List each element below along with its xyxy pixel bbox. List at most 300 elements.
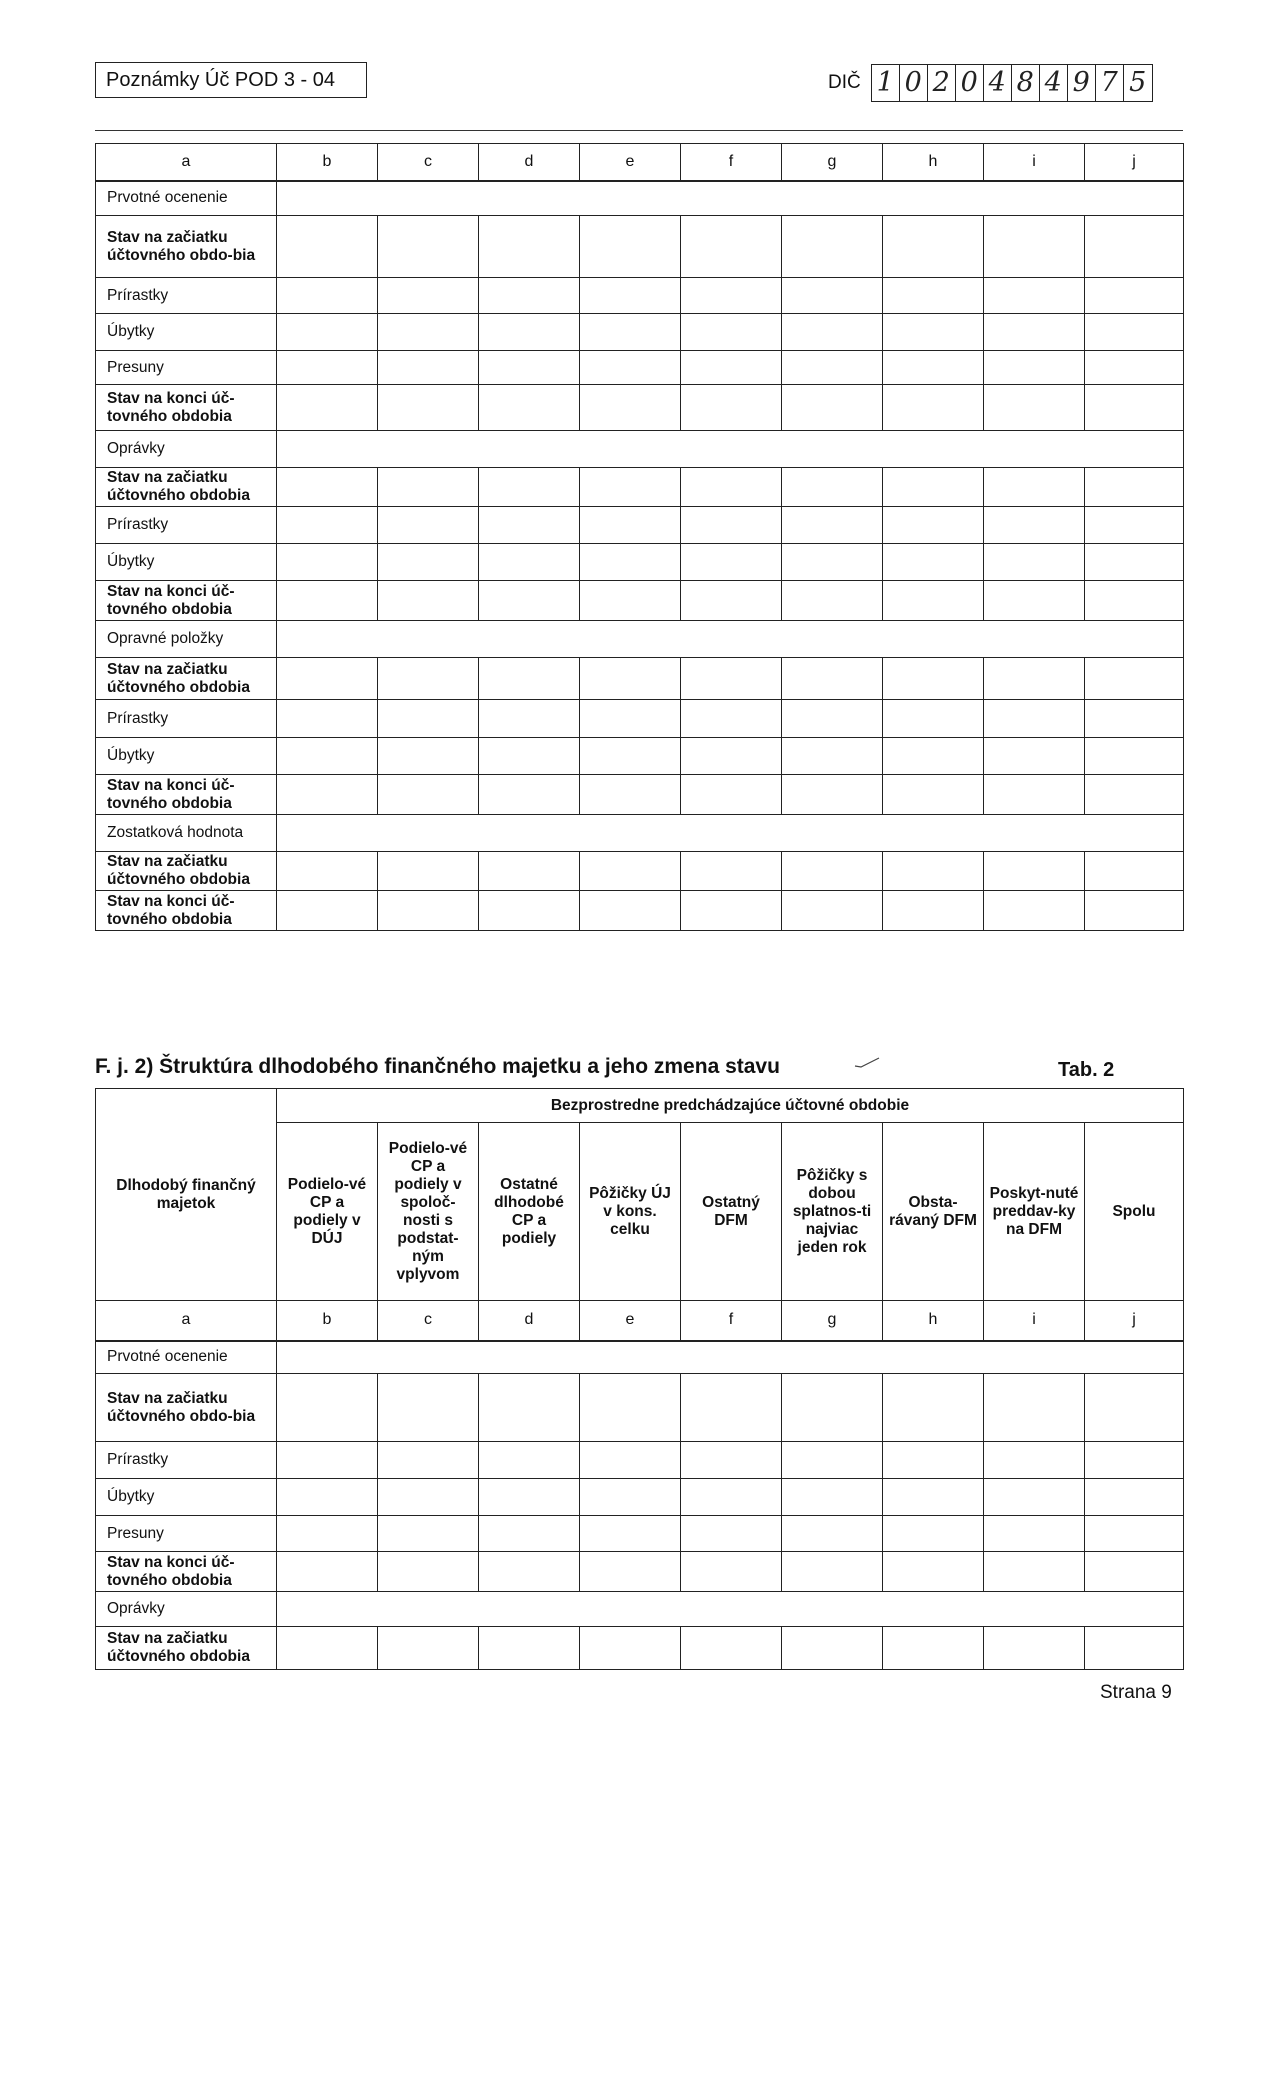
value-cell[interactable] — [681, 278, 782, 314]
value-cell[interactable] — [580, 1516, 681, 1552]
value-cell[interactable] — [681, 738, 782, 775]
pencil-checkmark — [853, 1056, 881, 1070]
value-cell[interactable] — [883, 852, 984, 891]
value-cell[interactable] — [782, 852, 883, 891]
row-label: Stav na začiatku účtovného obdobia — [96, 1627, 277, 1670]
value-cell[interactable] — [984, 1374, 1085, 1442]
value-cell[interactable] — [883, 1552, 984, 1592]
value-cell[interactable] — [479, 581, 580, 621]
column-code: f — [681, 144, 782, 181]
tax-id-digit: 9 — [1068, 65, 1096, 101]
value-cell[interactable] — [378, 1627, 479, 1670]
value-cell[interactable] — [580, 385, 681, 431]
value-cell[interactable] — [378, 700, 479, 738]
value-cell[interactable] — [984, 544, 1085, 581]
row-label: Stav na začiatku účtovného obdobia — [96, 658, 277, 700]
row-label: Zostatková hodnota — [96, 815, 277, 852]
section-span-cell — [277, 1592, 1184, 1627]
value-cell[interactable] — [681, 468, 782, 507]
row-label: Oprávky — [96, 431, 277, 468]
value-cell[interactable] — [277, 507, 378, 544]
value-cell[interactable] — [1085, 700, 1184, 738]
value-cell[interactable] — [479, 468, 580, 507]
row-label: Stav na konci úč-tovného obdobia — [96, 775, 277, 815]
column-header: Podielo-vé CP a podiely v spoloč-nosti s podstat-ným vplyvom — [378, 1123, 479, 1301]
value-cell[interactable] — [479, 738, 580, 775]
column-code: e — [580, 144, 681, 181]
value-cell[interactable] — [580, 700, 681, 738]
value-cell[interactable] — [378, 775, 479, 815]
value-cell[interactable] — [378, 351, 479, 385]
value-cell[interactable] — [883, 1627, 984, 1670]
section-span-cell — [277, 815, 1184, 852]
column-code: b — [277, 144, 378, 181]
value-cell[interactable] — [681, 852, 782, 891]
value-cell[interactable] — [782, 385, 883, 431]
value-cell[interactable] — [580, 658, 681, 700]
value-cell[interactable] — [580, 216, 681, 278]
value-cell[interactable] — [1085, 351, 1184, 385]
value-cell[interactable] — [277, 738, 378, 775]
table-row — [96, 1516, 1184, 1552]
value-cell[interactable] — [580, 1374, 681, 1442]
value-cell[interactable] — [883, 1516, 984, 1552]
table-row — [96, 544, 1184, 581]
value-cell[interactable] — [580, 738, 681, 775]
column-code: c — [378, 144, 479, 181]
value-cell[interactable] — [1085, 1479, 1184, 1516]
value-cell[interactable] — [378, 544, 479, 581]
page-number: Strana 9 — [1100, 1682, 1172, 1703]
column-code: i — [984, 1301, 1085, 1341]
value-cell[interactable] — [479, 544, 580, 581]
table-2 — [95, 1088, 1184, 1670]
value-cell[interactable] — [782, 700, 883, 738]
row-label: Presuny — [96, 351, 277, 385]
value-cell[interactable] — [479, 700, 580, 738]
value-cell[interactable] — [479, 1627, 580, 1670]
table-row — [96, 1374, 1184, 1442]
value-cell[interactable] — [681, 1442, 782, 1479]
value-cell[interactable] — [277, 351, 378, 385]
section-span-cell — [277, 621, 1184, 658]
value-cell[interactable] — [782, 1516, 883, 1552]
value-cell[interactable] — [1085, 1374, 1184, 1442]
value-cell[interactable] — [378, 278, 479, 314]
table-row — [96, 1552, 1184, 1592]
value-cell[interactable] — [378, 738, 479, 775]
value-cell[interactable] — [277, 1516, 378, 1552]
value-cell[interactable] — [1085, 468, 1184, 507]
table-row — [96, 852, 1184, 891]
value-cell[interactable] — [378, 314, 479, 351]
row-label: Prírastky — [96, 700, 277, 738]
value-cell[interactable] — [1085, 385, 1184, 431]
column-header: Spolu — [1085, 1123, 1184, 1301]
value-cell[interactable] — [580, 278, 681, 314]
value-cell[interactable] — [378, 1442, 479, 1479]
table-row — [96, 468, 1184, 507]
value-cell[interactable] — [580, 468, 681, 507]
column-header: Obsta-rávaný DFM — [883, 1123, 984, 1301]
value-cell[interactable] — [479, 1374, 580, 1442]
column-header: Poskyt-nuté preddav-ky na DFM — [984, 1123, 1085, 1301]
value-cell[interactable] — [479, 314, 580, 351]
value-cell[interactable] — [984, 658, 1085, 700]
value-cell[interactable] — [378, 891, 479, 931]
value-cell[interactable] — [580, 891, 681, 931]
section-span-cell — [277, 431, 1184, 468]
table-row — [96, 1479, 1184, 1516]
value-cell[interactable] — [277, 468, 378, 507]
row-label: Stav na začiatku účtovného obdo-bia — [96, 1374, 277, 1442]
value-cell[interactable] — [681, 891, 782, 931]
value-cell[interactable] — [1085, 581, 1184, 621]
value-cell[interactable] — [782, 544, 883, 581]
tax-id-digit: 7 — [1096, 65, 1124, 101]
value-cell[interactable] — [984, 775, 1085, 815]
value-cell[interactable] — [378, 1516, 479, 1552]
value-cell[interactable] — [580, 1552, 681, 1592]
value-cell[interactable] — [782, 738, 883, 775]
value-cell[interactable] — [782, 1442, 883, 1479]
value-cell[interactable] — [580, 351, 681, 385]
tax-id-field — [828, 62, 1153, 104]
column-code: c — [378, 1301, 479, 1341]
value-cell[interactable] — [782, 507, 883, 544]
value-cell[interactable] — [782, 314, 883, 351]
value-cell[interactable] — [782, 278, 883, 314]
value-cell[interactable] — [1085, 1442, 1184, 1479]
value-cell[interactable] — [277, 1374, 378, 1442]
table-1 — [95, 143, 1184, 931]
tax-id-digit: 0 — [956, 65, 984, 101]
table-row — [96, 738, 1184, 775]
value-cell[interactable] — [277, 581, 378, 621]
value-cell[interactable] — [883, 314, 984, 351]
tax-id-digit: 4 — [984, 65, 1012, 101]
value-cell[interactable] — [681, 1479, 782, 1516]
column-code-row — [96, 144, 1184, 181]
value-cell[interactable] — [378, 385, 479, 431]
value-cell[interactable] — [277, 314, 378, 351]
row-label: Oprávky — [96, 1592, 277, 1627]
value-cell[interactable] — [1085, 658, 1184, 700]
value-cell[interactable] — [277, 216, 378, 278]
row-label: Úbytky — [96, 1479, 277, 1516]
value-cell[interactable] — [277, 385, 378, 431]
section-title: F. j. 2) Štruktúra dlhodobého finančného majetku a jeho zmena stavu — [95, 1055, 780, 1078]
value-cell[interactable] — [378, 581, 479, 621]
row-label: Stav na konci úč-tovného obdobia — [96, 891, 277, 931]
value-cell[interactable] — [782, 658, 883, 700]
row-label: Prírastky — [96, 278, 277, 314]
value-cell[interactable] — [1085, 1552, 1184, 1592]
table-row — [96, 581, 1184, 621]
table-row — [96, 658, 1184, 700]
table-row — [96, 775, 1184, 815]
value-cell[interactable] — [883, 658, 984, 700]
value-cell[interactable] — [883, 581, 984, 621]
value-cell[interactable] — [681, 775, 782, 815]
row-label: Úbytky — [96, 738, 277, 775]
value-cell[interactable] — [984, 468, 1085, 507]
value-cell[interactable] — [580, 775, 681, 815]
row-label: Stav na konci úč-tovného obdobia — [96, 1552, 277, 1592]
value-cell[interactable] — [883, 468, 984, 507]
value-cell[interactable] — [479, 1479, 580, 1516]
row-label: Opravné položky — [96, 621, 277, 658]
value-cell[interactable] — [782, 1479, 883, 1516]
column-code: h — [883, 1301, 984, 1341]
table-row — [96, 314, 1184, 351]
column-header: Ostatné dlhodobé CP a podiely — [479, 1123, 580, 1301]
value-cell[interactable] — [883, 891, 984, 931]
section-span-cell — [277, 181, 1184, 216]
column-header: Pôžičky s dobou splatnos-ti najviac jeden rok — [782, 1123, 883, 1301]
value-cell[interactable] — [984, 1442, 1085, 1479]
table-row — [96, 1592, 1184, 1627]
value-cell[interactable] — [479, 351, 580, 385]
value-cell[interactable] — [1085, 1627, 1184, 1670]
value-cell[interactable] — [378, 658, 479, 700]
value-cell[interactable] — [1085, 891, 1184, 931]
value-cell[interactable] — [984, 700, 1085, 738]
value-cell[interactable] — [883, 700, 984, 738]
tax-id-digit: 1 — [872, 65, 900, 101]
column-code: g — [782, 144, 883, 181]
column-header: Podielo-vé CP a podiely v DÚJ — [277, 1123, 378, 1301]
value-cell[interactable] — [984, 852, 1085, 891]
value-cell[interactable] — [277, 891, 378, 931]
tax-id-digit: 0 — [900, 65, 928, 101]
value-cell[interactable] — [479, 1516, 580, 1552]
value-cell[interactable] — [277, 775, 378, 815]
form-title: Poznámky Úč POD 3 - 04 — [95, 62, 367, 98]
table-row — [96, 891, 1184, 931]
value-cell[interactable] — [479, 775, 580, 815]
value-cell[interactable] — [378, 507, 479, 544]
value-cell[interactable] — [984, 216, 1085, 278]
header-divider — [95, 130, 1183, 131]
row-label: Prírastky — [96, 1442, 277, 1479]
row-label: Prírastky — [96, 507, 277, 544]
column-code: b — [277, 1301, 378, 1341]
column-code: f — [681, 1301, 782, 1341]
tax-id-digit: 2 — [928, 65, 956, 101]
table-row — [96, 1627, 1184, 1670]
value-cell[interactable] — [883, 385, 984, 431]
value-cell[interactable] — [580, 581, 681, 621]
value-cell[interactable] — [782, 775, 883, 815]
value-cell[interactable] — [378, 1479, 479, 1516]
value-cell[interactable] — [984, 1552, 1085, 1592]
row-label: Úbytky — [96, 314, 277, 351]
tax-id-digit: 5 — [1129, 67, 1147, 98]
value-cell[interactable] — [479, 385, 580, 431]
value-cell[interactable] — [681, 544, 782, 581]
value-cell[interactable] — [883, 738, 984, 775]
value-cell[interactable] — [782, 1374, 883, 1442]
value-cell[interactable] — [378, 216, 479, 278]
tax-id-digit: 8 — [1012, 65, 1040, 101]
value-cell[interactable] — [984, 1479, 1085, 1516]
value-cell[interactable] — [681, 314, 782, 351]
row-label: Stav na začiatku účtovného obdobia — [96, 852, 277, 891]
tab-label: Tab. 2 — [1058, 1059, 1115, 1081]
value-cell[interactable] — [984, 351, 1085, 385]
column-code: a — [96, 1301, 277, 1341]
value-cell[interactable] — [277, 1627, 378, 1670]
value-cell[interactable] — [984, 891, 1085, 931]
row-label: Prvotné ocenenie — [96, 1341, 277, 1374]
row-label: Stav na začiatku účtovného obdobia — [96, 468, 277, 507]
value-cell[interactable] — [580, 1479, 681, 1516]
value-cell[interactable] — [1085, 544, 1184, 581]
tax-id-digit: 4 — [1040, 65, 1068, 101]
table-row — [96, 181, 1184, 216]
column-code: a — [96, 144, 277, 181]
value-cell[interactable] — [580, 1442, 681, 1479]
tax-id-digits — [871, 64, 1153, 102]
table-row — [96, 1442, 1184, 1479]
table-row — [96, 621, 1184, 658]
value-cell[interactable] — [984, 1516, 1085, 1552]
value-cell[interactable] — [277, 658, 378, 700]
value-cell[interactable] — [883, 1442, 984, 1479]
value-cell[interactable] — [782, 1627, 883, 1670]
value-cell[interactable] — [479, 216, 580, 278]
value-cell[interactable] — [277, 544, 378, 581]
value-cell[interactable] — [479, 891, 580, 931]
column-code: j — [1085, 144, 1184, 181]
value-cell[interactable] — [378, 852, 479, 891]
value-cell[interactable] — [479, 658, 580, 700]
value-cell[interactable] — [378, 468, 479, 507]
value-cell[interactable] — [883, 544, 984, 581]
column-code: j — [1085, 1301, 1184, 1341]
value-cell[interactable] — [1085, 314, 1184, 351]
column-code: e — [580, 1301, 681, 1341]
value-cell[interactable] — [984, 507, 1085, 544]
row-label: Stav na konci úč-tovného obdobia — [96, 385, 277, 431]
value-cell[interactable] — [984, 385, 1085, 431]
column-code: d — [479, 144, 580, 181]
row-header: Dlhodobý finančný majetok — [96, 1089, 277, 1301]
value-cell[interactable] — [681, 1516, 782, 1552]
table-row — [96, 815, 1184, 852]
value-cell[interactable] — [681, 1374, 782, 1442]
value-cell[interactable] — [681, 507, 782, 544]
value-cell[interactable] — [378, 1374, 479, 1442]
table-row — [96, 385, 1184, 431]
value-cell[interactable] — [277, 852, 378, 891]
value-cell[interactable] — [883, 351, 984, 385]
value-cell[interactable] — [883, 1374, 984, 1442]
value-cell[interactable] — [580, 544, 681, 581]
value-cell[interactable] — [479, 507, 580, 544]
value-cell[interactable] — [1085, 278, 1184, 314]
value-cell[interactable] — [883, 216, 984, 278]
value-cell[interactable] — [681, 385, 782, 431]
value-cell[interactable] — [984, 278, 1085, 314]
value-cell[interactable] — [277, 1479, 378, 1516]
value-cell[interactable] — [782, 216, 883, 278]
table-row — [96, 507, 1184, 544]
value-cell[interactable] — [782, 1552, 883, 1592]
column-code: i — [984, 144, 1085, 181]
value-cell[interactable] — [883, 507, 984, 544]
value-cell[interactable] — [681, 581, 782, 621]
row-label: Stav na začiatku účtovného obdo-bia — [96, 216, 277, 278]
value-cell[interactable] — [1085, 738, 1184, 775]
value-cell[interactable] — [883, 775, 984, 815]
section-span-cell — [277, 1341, 1184, 1374]
table-row — [96, 351, 1184, 385]
value-cell[interactable] — [1085, 852, 1184, 891]
value-cell[interactable] — [580, 1627, 681, 1670]
value-cell[interactable] — [479, 1442, 580, 1479]
value-cell[interactable] — [984, 738, 1085, 775]
value-cell[interactable] — [580, 507, 681, 544]
value-cell[interactable] — [277, 700, 378, 738]
value-cell[interactable] — [479, 852, 580, 891]
table-row — [96, 431, 1184, 468]
value-cell[interactable] — [1085, 216, 1184, 278]
column-code: d — [479, 1301, 580, 1341]
value-cell[interactable] — [782, 581, 883, 621]
value-cell[interactable] — [984, 581, 1085, 621]
value-cell[interactable] — [479, 1552, 580, 1592]
value-cell[interactable] — [984, 1627, 1085, 1670]
group-header: Bezprostredne predchádzajúce účtovné obdobie — [277, 1089, 1184, 1123]
row-label: Presuny — [96, 1516, 277, 1552]
column-header: Ostatný DFM — [681, 1123, 782, 1301]
value-cell[interactable] — [883, 278, 984, 314]
value-cell[interactable] — [277, 278, 378, 314]
row-label: Úbytky — [96, 544, 277, 581]
value-cell[interactable] — [681, 700, 782, 738]
value-cell[interactable] — [1085, 507, 1184, 544]
value-cell[interactable] — [277, 1552, 378, 1592]
value-cell[interactable] — [1085, 1516, 1184, 1552]
value-cell[interactable] — [1085, 775, 1184, 815]
value-cell[interactable] — [277, 1442, 378, 1479]
column-code: h — [883, 144, 984, 181]
column-code-row — [96, 1301, 1184, 1341]
value-cell[interactable] — [479, 278, 580, 314]
table-row — [96, 1341, 1184, 1374]
value-cell[interactable] — [580, 314, 681, 351]
value-cell[interactable] — [681, 658, 782, 700]
value-cell[interactable] — [681, 351, 782, 385]
value-cell[interactable] — [984, 314, 1085, 351]
value-cell[interactable] — [782, 468, 883, 507]
value-cell[interactable] — [681, 216, 782, 278]
value-cell[interactable] — [883, 1479, 984, 1516]
table-row — [96, 216, 1184, 278]
table-row — [96, 700, 1184, 738]
value-cell[interactable] — [782, 891, 883, 931]
value-cell[interactable] — [681, 1627, 782, 1670]
value-cell[interactable] — [378, 1552, 479, 1592]
row-label: Prvotné ocenenie — [96, 181, 277, 216]
value-cell[interactable] — [782, 351, 883, 385]
value-cell[interactable] — [681, 1552, 782, 1592]
column-code: g — [782, 1301, 883, 1341]
value-cell[interactable] — [580, 852, 681, 891]
column-header: Pôžičky ÚJ v kons. celku — [580, 1123, 681, 1301]
